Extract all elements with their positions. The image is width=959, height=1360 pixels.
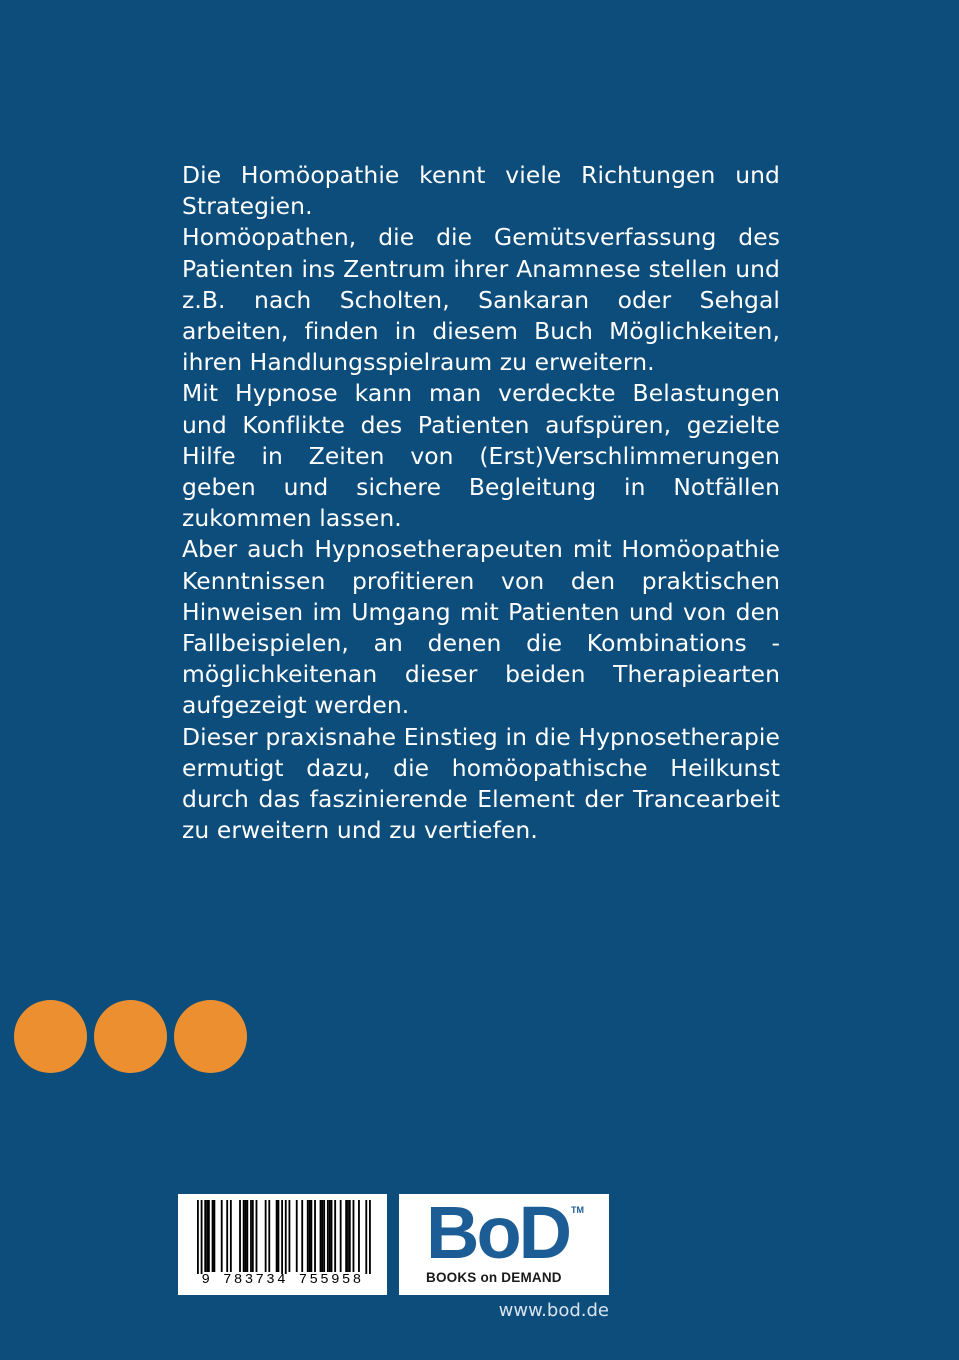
barcode-bar bbox=[347, 1200, 349, 1272]
barcode-bar bbox=[314, 1200, 316, 1272]
barcode-bar bbox=[307, 1200, 309, 1272]
blurb-text bbox=[182, 160, 780, 846]
barcode-bar bbox=[213, 1200, 215, 1272]
barcode-bar bbox=[320, 1200, 322, 1272]
barcode-bar bbox=[252, 1200, 254, 1272]
bod-tagline: BOOKS on DEMAND bbox=[426, 1270, 562, 1285]
bod-logo: BoD bbox=[426, 1191, 570, 1274]
barcode-bar bbox=[278, 1200, 280, 1272]
barcode-bar bbox=[281, 1200, 283, 1274]
barcode-bar bbox=[245, 1200, 247, 1272]
barcode-bar bbox=[349, 1200, 351, 1272]
barcode-bar bbox=[334, 1200, 336, 1272]
isbn-number: 9 783734 755958 bbox=[201, 1272, 364, 1288]
bod-logo-box bbox=[399, 1191, 609, 1295]
barcode-bars bbox=[178, 1194, 387, 1274]
blurb-paragraph-4: Aber auch Hypnosetherapeuten mit Homöopathie Kenntnissen profitieren von den praktischen Hinweisen im Umgang mit Patienten und von den Fallbeispielen, an denen die Kombinations - möglichkeitenan dieser beiden Therapiearten aufgezeigt werden. bbox=[182, 535, 780, 720]
decorative-dots bbox=[14, 1000, 247, 1074]
barcode-bar bbox=[276, 1200, 278, 1272]
orange-dot-2 bbox=[94, 1000, 167, 1073]
blurb-paragraph-1: Die Homöopathie kennt viele Richtungen und Strategien. bbox=[182, 161, 780, 221]
barcode-bar bbox=[369, 1200, 371, 1274]
barcode-bar bbox=[327, 1200, 329, 1272]
barcode-bar bbox=[208, 1200, 210, 1272]
orange-dot-1 bbox=[14, 1000, 87, 1073]
barcode-bar bbox=[321, 1200, 323, 1272]
barcode-bar bbox=[243, 1200, 245, 1272]
barcode-bar bbox=[289, 1200, 291, 1272]
blurb-paragraph-5: Dieser praxisnahe Einstieg in die Hypnosetherapie ermutigt dazu, die homöopathische Heilkunst durch das faszinierende Element der Trancearbeit zu erweitern und zu vertiefen. bbox=[182, 722, 780, 845]
barcode-bar bbox=[201, 1200, 203, 1274]
barcode-bar bbox=[256, 1200, 258, 1272]
publisher-website: www.bod.de bbox=[498, 1300, 609, 1321]
barcode-bar bbox=[331, 1200, 333, 1272]
barcode-bar bbox=[204, 1200, 206, 1272]
barcode-bar bbox=[353, 1200, 355, 1272]
isbn-barcode bbox=[178, 1194, 387, 1295]
barcode-bar bbox=[212, 1200, 214, 1272]
barcode-bar bbox=[301, 1200, 303, 1272]
barcode-bar bbox=[285, 1200, 287, 1274]
barcode-bar bbox=[239, 1200, 241, 1272]
barcode-bar bbox=[246, 1200, 248, 1272]
trademark-mark: TM bbox=[571, 1205, 584, 1215]
orange-dot-3 bbox=[174, 1000, 247, 1073]
barcode-bar bbox=[310, 1200, 312, 1272]
barcode-bar bbox=[197, 1200, 199, 1274]
barcode-bar bbox=[329, 1200, 331, 1272]
blurb-paragraph-3: Mit Hypnose kann man verdeckte Belastungen und Konflikte des Patienten aufspüren, gezielte Hilfe in Zeiten von (Erst)Verschlimmerungen geben und sichere Begleitung in Notfällen zukommen lassen. bbox=[182, 379, 780, 533]
barcode-bar bbox=[296, 1200, 298, 1272]
barcode-bar bbox=[221, 1200, 223, 1272]
blurb-paragraph-2: Homöopathen, die die Gemütsverfassung des Patienten ins Zentrum ihrer Anamnese stellen und z.B. nach Scholten, Sankaran oder Sehgal arbeiten, finden in diesem Buch Möglichkeiten, ihren Handlungsspielraum zu erweitern. bbox=[182, 223, 780, 377]
barcode-bar bbox=[345, 1200, 347, 1272]
barcode-bar bbox=[365, 1200, 367, 1274]
barcode-bar bbox=[230, 1200, 232, 1272]
barcode-bar bbox=[358, 1200, 360, 1272]
barcode-bar bbox=[206, 1200, 208, 1272]
barcode-bar bbox=[226, 1200, 228, 1272]
barcode-bar bbox=[340, 1200, 342, 1272]
barcode-bar bbox=[309, 1200, 311, 1272]
barcode-bar bbox=[268, 1200, 270, 1272]
barcode-bar bbox=[265, 1200, 267, 1272]
barcode-bar bbox=[250, 1200, 252, 1272]
barcode-bar bbox=[323, 1200, 325, 1272]
